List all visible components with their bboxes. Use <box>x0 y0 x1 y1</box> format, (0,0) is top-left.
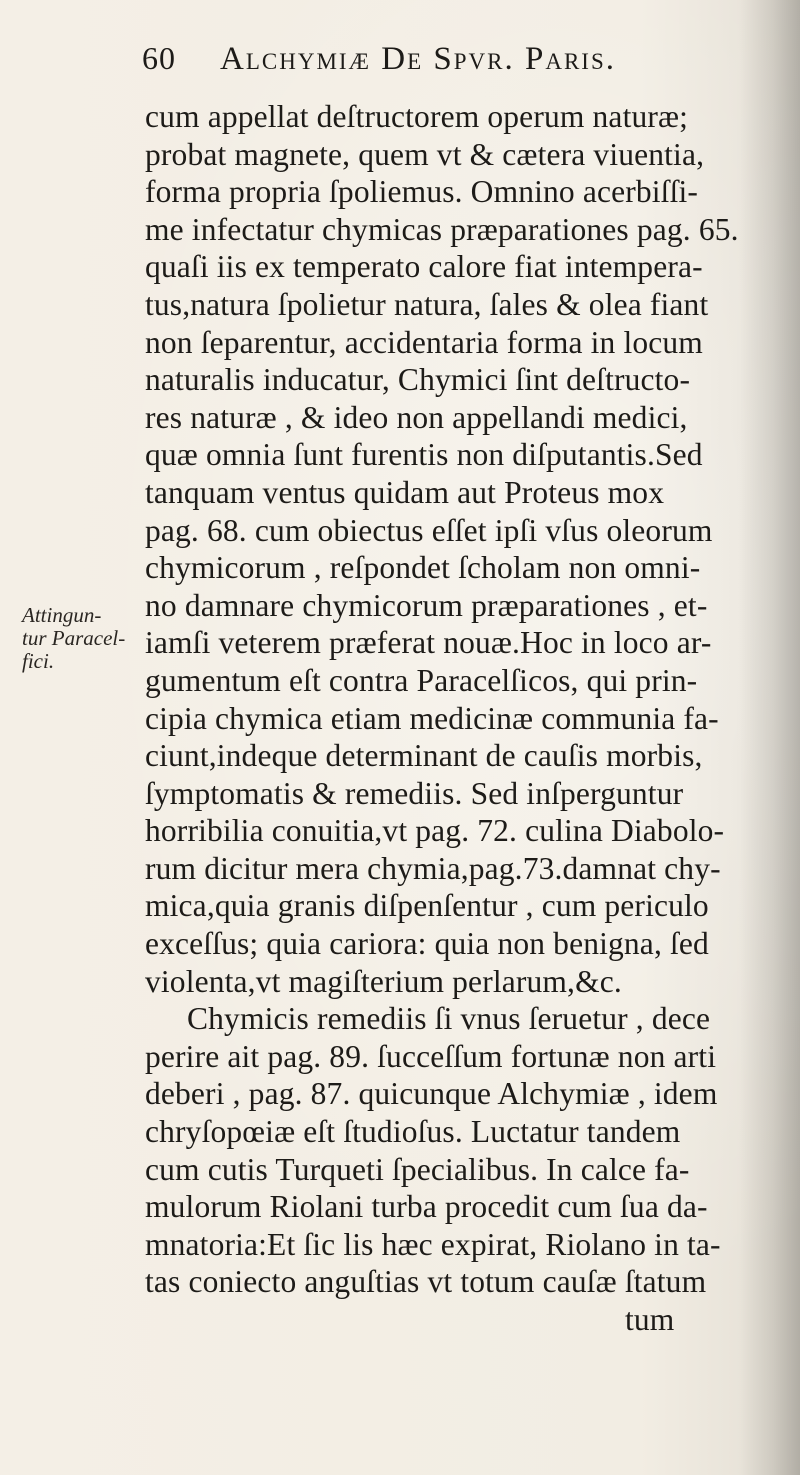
text-line: chryſopœiæ eſt ſtudioſus. Luctatur tandem <box>145 1114 681 1150</box>
text-line: non ſeparentur, accidentaria forma in locum <box>145 324 703 360</box>
text-line: res naturæ , & ideo non appellandi medici, <box>145 399 688 435</box>
text-line: forma propria ſpoliemus. Omnino acerbiſſi- <box>145 174 699 210</box>
text-line: cum appellat deſtructorem operum naturæ; <box>145 99 689 134</box>
page-number: 60 <box>142 40 176 76</box>
text-line: violenta,vt magiſterium perlarum,&c. <box>145 963 622 999</box>
text-line: me infectatur chymicas præparationes pag. 65. <box>145 211 739 247</box>
marginal-note-line: tur Paracel- <box>22 626 126 650</box>
text-line: tus,natura ſpolietur natura, ſales & olea fiant <box>145 286 709 322</box>
body-text <box>145 98 800 1339</box>
text-line: mulorum Riolani turba procedit cum ſua da- <box>145 1189 708 1225</box>
text-line: no damnare chymicorum præparationes , et- <box>145 587 708 623</box>
text-line: ſymptomatis & remediis. Sed inſperguntur <box>145 775 684 811</box>
text-line: rum dicitur mera chymia,pag.73.damnat chy- <box>145 850 721 886</box>
text-line: mica,quia granis diſpenſentur , cum periculo <box>145 888 709 924</box>
text-line: iamſi veterem præferat nouæ.Hoc in loco ar- <box>145 625 712 661</box>
text-line: pag. 68. cum obiectus eſſet ipſi vſus oleorum <box>145 512 713 548</box>
text-line: naturalis inducatur, Chymici ſint deſtructo- <box>145 362 691 398</box>
text-line: ciunt,indeque determinant de cauſis morbis, <box>145 738 703 774</box>
marginal-note-line: Attingun- <box>22 603 102 627</box>
text-line: cum cutis Turqueti ſpecialibus. In calce fa- <box>145 1151 690 1187</box>
marginal-note <box>22 604 142 673</box>
text-line: cipia chymica etiam medicinæ communia fa- <box>145 700 719 736</box>
text-line: exceſſus; quia cariora: quia non benigna, ſed <box>145 926 709 962</box>
running-head <box>142 40 782 96</box>
catchword-line: tum <box>625 1302 675 1337</box>
text-line: horribilia conuitia,vt pag. 72. culina Diabolo- <box>145 813 725 849</box>
text-line: deberi , pag. 87. quicunque Alchymiæ , idem <box>145 1076 718 1112</box>
text-line: probat magnete, quem vt & cætera viuentia, <box>145 136 705 172</box>
text-line: gumentum eſt contra Paracelſicos, qui prin- <box>145 662 698 698</box>
running-head-title: Alchymiæ De Spvr. Paris. <box>220 41 616 77</box>
text-line: quæ omnia ſunt furentis non diſputantis.Sed <box>145 437 703 473</box>
text-line: quaſi iis ex temperato calore fiat intempera- <box>145 249 703 285</box>
text-line: chymicorum , reſpondet ſcholam non omni- <box>145 550 701 586</box>
text-line: mnatoria:Et ſic lis hæc expirat, Riolano in ta- <box>145 1226 721 1262</box>
text-line: perire ait pag. 89. ſucceſſum fortunæ non arti <box>145 1038 717 1074</box>
text-line: tanquam ventus quidam aut Proteus mox <box>145 474 665 510</box>
marginal-note-line: fici. <box>22 649 55 673</box>
paragraph-start-line: Chymicis remediis ſi vnus ſeruetur , dece <box>187 1001 711 1037</box>
text-line: tas coniecto anguſtias vt totum cauſæ ſtatum <box>145 1264 707 1300</box>
